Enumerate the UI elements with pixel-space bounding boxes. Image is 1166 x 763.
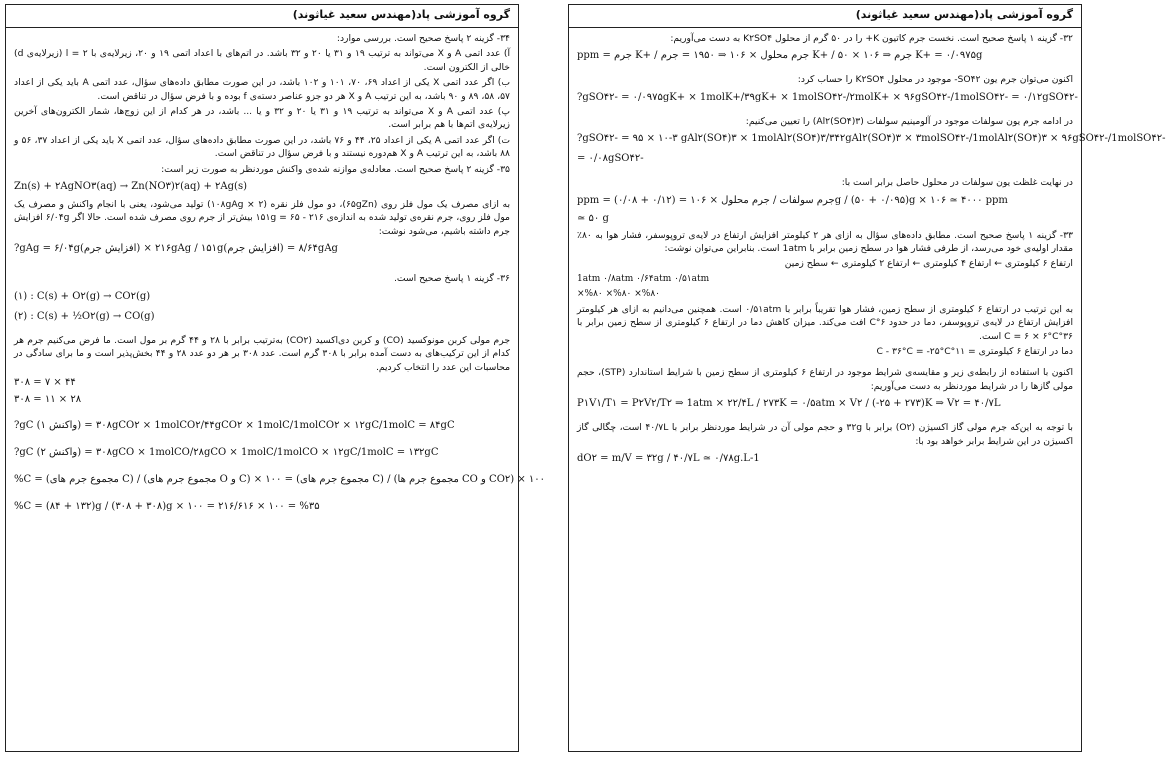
q34-title: ۳۴- گزینه ۲ پاسخ صحیح است. بررسی موارد: [336, 33, 510, 44]
page-header: گروه آموزشی پاد(مهندس سعید غیاثوند) [569, 5, 1081, 28]
page-header: گروه آموزشی پاد(مهندس سعید غیاثوند) [6, 5, 518, 28]
factor-line-1: ۳۰۸ = ۷ × ۴۴ [14, 376, 76, 388]
zn-reaction-equation: Zn(s) + ۲AgNO۳(aq) → Zn(NO۳)۲(aq) + ۲Ag(s) [14, 181, 247, 193]
q34-item-b: ب) اگر عدد اتمی X یکی از اعداد ۶۹، ۷۰، ۱۰۱ و ۱۰۲ باشد، در این صورت مطابق داده‌های سؤال، عدد اتمی A باید یکی از اعداد ۵۷، ۵۸، ۸۹ و ۹۰ باشد، به این ترتیب A و X هر دو جزو عناصر دسته‌ی f بوده و با فرض سؤال در تناقض است. [14, 77, 510, 102]
oxygen-density-equation: dO۲ = m/V = ۳۲g / ۴۰/۷L ≃ ۰/۷۸g.L-1 [577, 453, 760, 465]
q35-explanation: به ازای مصرف یک مول فلز روی (۶۵gZn)، دو مول فلز نقره (۲ × ۱۰۸gAg) تولید می‌شود، یعنی با انجام واکنش و مصرف یک مول فلز روی، جرم نقره‌ی تولید شده به اندازه‌ی ۱۵۱g = ۶۵ - ۲۱۶ بیش‌تر از جرم روی مصرف شده است. حالا اگر ۶/۰۴g افزایش جرم داشته باشیم، می‌شود نوشت: [14, 199, 511, 237]
q36-explanation: جرم مولی کربن مونوکسید (CO) و کربن دی‌اکسید (CO۲) به‌ترتیب برابر با ۲۸ و ۴۴ گرم بر مول است. ما فرض می‌کنیم جرم هر کدام از این ترکیب‌های به دست آمده برابر با ۳۰۸ گرم است. عدد ۳۰۸ بر هر دو عدد ۲۸ و ۴۴ بخش‌پذیر است و ما برای سادگی در محاسبات این عدد را انتخاب کردیم. [14, 334, 510, 373]
pressure-chain-values: 1atm ۰/۸atm ۰/۶۴atm ۰/۵۱atm [577, 273, 710, 284]
q32-title: ۳۲- گزینه ۱ پاسخ صحیح است. نخست جرم کاتیون K+ را در ۵۰ گرم از محلول K۲SO۴ به دست می‌آوریم: [670, 33, 1073, 44]
left-page [5, 4, 546, 752]
pressure-chain-labels: ارتفاع ۶ کیلومتری ← ارتفاع ۴ کیلومتری ← ارتفاع ۲ کیلومتری ← سطح زمین [784, 258, 1073, 270]
temperature-line: دما در ارتفاع ۶ کیلومتری = ۱۱°C - ۳۶°C = -۲۵°C [876, 346, 1073, 358]
sulfate-ppm-equation: ppm = جرم سولفات / جرم محلول × ۱۰۶ = (۰/۱۲ + ۰/۰۸)g / (۵۰ + ۰/۰۹۵)g × ۱۰۶ ≃ ۴۰۰۰ ppm [577, 194, 1008, 206]
q34-item-p: پ) عدد اتمی A و X می‌تواند به ترتیب ۱۹ و ۳۱ یا ۲۰ و ۳۲ و یا ... باشد، در هر کدام از این زوج‌ها، شمار الکترون‌های آخرین زیرلایه‌ی اتم‌ها با هم برابر است. [14, 106, 511, 131]
sulfate-concentration-text: در نهایت غلظت یون سولفات در محلول حاصل برابر است با: [841, 177, 1073, 189]
reaction-2-equation: (۲) : C(s) + ½O۲(g) → CO(g) [14, 310, 155, 322]
q34-item-a: آ) عدد اتمی A و X می‌تواند به ترتیب ۱۹ و ۳۱ یا ۲۰ و ۳۲ باشد. در اتم‌های با اعداد اتمی ۱۹ و ۲۰، زیرلایه‌ی با l = ۲ (زیرلایه‌ی d) خالی از الکترون است. [14, 48, 511, 73]
carbon-mass-reaction-1: ?gC (واکنش ۱) = ۳۰۸gCO۲ × 1molCO۲/۴۴gCO۲ × 1molC/1molCO۲ × ۱۲gC/1molC = ۸۴gC [14, 419, 455, 431]
q33-title: ۳۳- گزینه ۱ پاسخ صحیح است. مطابق داده‌های سؤال به ازای هر ۲ کیلومتر افزایش ارتفاع در لایه‌ی تروپوسفر، فشار هوا به ۸۰٪ مقدار اولیه‌ی خود می‌رسد، از طرفی فشار هوا در سطح زمین برابر با 1atm است. بنابراین می‌توان نوشت: [577, 229, 1073, 255]
sulfate-from-k2so4-text: اکنون می‌توان جرم یون SO۴۲- موجود در محلول K۲SO۴ را حساب کرد: [797, 74, 1073, 86]
ppm-potassium-equation: ppm = جرم K+ / جرم محلول × ۱۰۶ ⇒ ۱۹۵۰ = جرم K+ / ۵۰ × ۱۰۶ ⇒ جرم K+ = ۰/۰۹۷۵g [577, 50, 983, 62]
q34-item-t: ت) اگر عدد اتمی A یکی از اعداد ۲۵، ۴۴ و ۷۶ باشد، در این صورت مطابق داده‌های سؤال، عدد اتمی X باید یکی از اعداد ۳۷، ۵۶ و ۸۸ باشد، به این ترتیب A و X هم‌دوره نیستند و با فرض سؤال در تناقض است. [14, 134, 511, 160]
reaction-1-equation: (۱) : C(s) + O۲(g) → CO۲(g) [14, 290, 151, 302]
stp-comparison-text: اکنون با استفاده از رابطه‌ی زیر و مقایسه‌ی شرایط موجود در ارتفاع ۶ کیلومتری از سطح زمین با شرایط استاندارد (STP)، حجم مولی گازها را در شرایط موردنظر به دست می‌آوریم: [577, 367, 1073, 392]
q35-title: ۳۵- گزینه ۲ پاسخ صحیح است. معادله‌ی موازنه شده‌ی واکنش موردنظر به صورت زیر است: [161, 163, 510, 175]
q36-title: ۳۶- گزینه ۱ پاسخ صحیح است. [393, 273, 510, 285]
factor-line-2: ۳۰۸ = ۱۱ × ۲۸ [14, 393, 82, 405]
gas-law-equation: P۱V۱/T۱ = P۲V۲/T۲ ⇒ 1atm × ۲۲/۴L / ۲۷۳K = ۰/۵atm × V۲ / (-۲۵ + ۲۷۳)K ⇒ V۲ = ۴۰/۷L [577, 398, 1001, 410]
carbon-percent-formula: %C = (مجموع جرم های C) / (مجموع جرم های O و C) × ۱۰۰ = (مجموع جرم های C) / (مجموع جرم ها CO و CO۲) × ۱۰۰ [14, 473, 546, 485]
q33-explanation: به این ترتیب در ارتفاع ۶ کیلومتری از سطح زمین، فشار هوا تقریباً برابر با ۰/۵۱atm است. همچنین می‌دانیم به ازای هر کیلومتر افزایش ارتفاع در لایه‌ی تروپوسفر، دما در حدود ۶°C افت می‌کند. میزان کاهش دما در ارتفاع ۶ کیلومتری از سطح زمین برابر با ۳۶°C = ۶ × ۶°C است. [577, 303, 1073, 342]
sulfate-mass-al2so43-result: = ۰/۰۸gSO۴۲- [577, 153, 644, 165]
carbon-percent-result: %C = (۸۴ + ۱۳۲)g / (۳۰۸ + ۳۰۸)g × ۱۰۰ = ۲۱۶/۶۱۶ × ۱۰۰ = %۳۵ [14, 500, 320, 512]
solution-mass-note: ≃ ۵۰ g [577, 212, 609, 224]
sulfate-mass-k2so4-equation: ?gSO۴۲- = ۰/۰۹۷۵gK+ × 1molK+/۳۹gK+ × 1molSO۴۲-/۲molK+ × ۹۶gSO۴۲-/1molSO۴۲- = ۰/۱۲gSO۴۲- [577, 91, 1078, 103]
sulfate-from-al2so43-text: در ادامه جرم یون سولفات موجود در آلومینیم سولفات (Al۲(SO۴)۳) را تعیین می‌کنیم: [745, 115, 1073, 127]
sulfate-mass-al2so43-equation: ?gSO۴۲- = ۹۵ × ۱۰-۳ gAl۲(SO۴)۳ × 1molAl۲(SO۴)۳/۳۴۲gAl۲(SO۴)۳ × ۳molSO۴۲-/1molAl۲(SO۴)۳ × ۹۶gSO۴۲-/1molSO۴۲- [577, 133, 1166, 145]
carbon-mass-reaction-2: ?gC (واکنش ۲) = ۳۰۸gCO × 1molCO/۲۸gCO × 1molC/1molCO × ۱۲gC/1molC = ۱۳۲gC [14, 446, 439, 458]
oxygen-density-text: با توجه به این‌که جرم مولی گاز اکسیژن (O۲) برابر با ۳۲g و حجم مولی آن در شرایط موردنظر برابر با ۴۰/۷L است، چگالی گاز اکسیژن در این شرایط برابر خواهد بود با: [577, 422, 1073, 447]
right-content [569, 28, 1166, 467]
left-content [6, 28, 546, 515]
right-page [568, 4, 1166, 752]
pressure-chain-factors: ×%۸۰ ×%۸۰ ×%۸۰ [577, 288, 661, 299]
silver-mass-equation: ?gAg = ۶/۰۴g(افزایش جرم) × ۲۱۶gAg / ۱۵۱g(افزایش جرم) = ۸/۶۴gAg [14, 243, 338, 255]
